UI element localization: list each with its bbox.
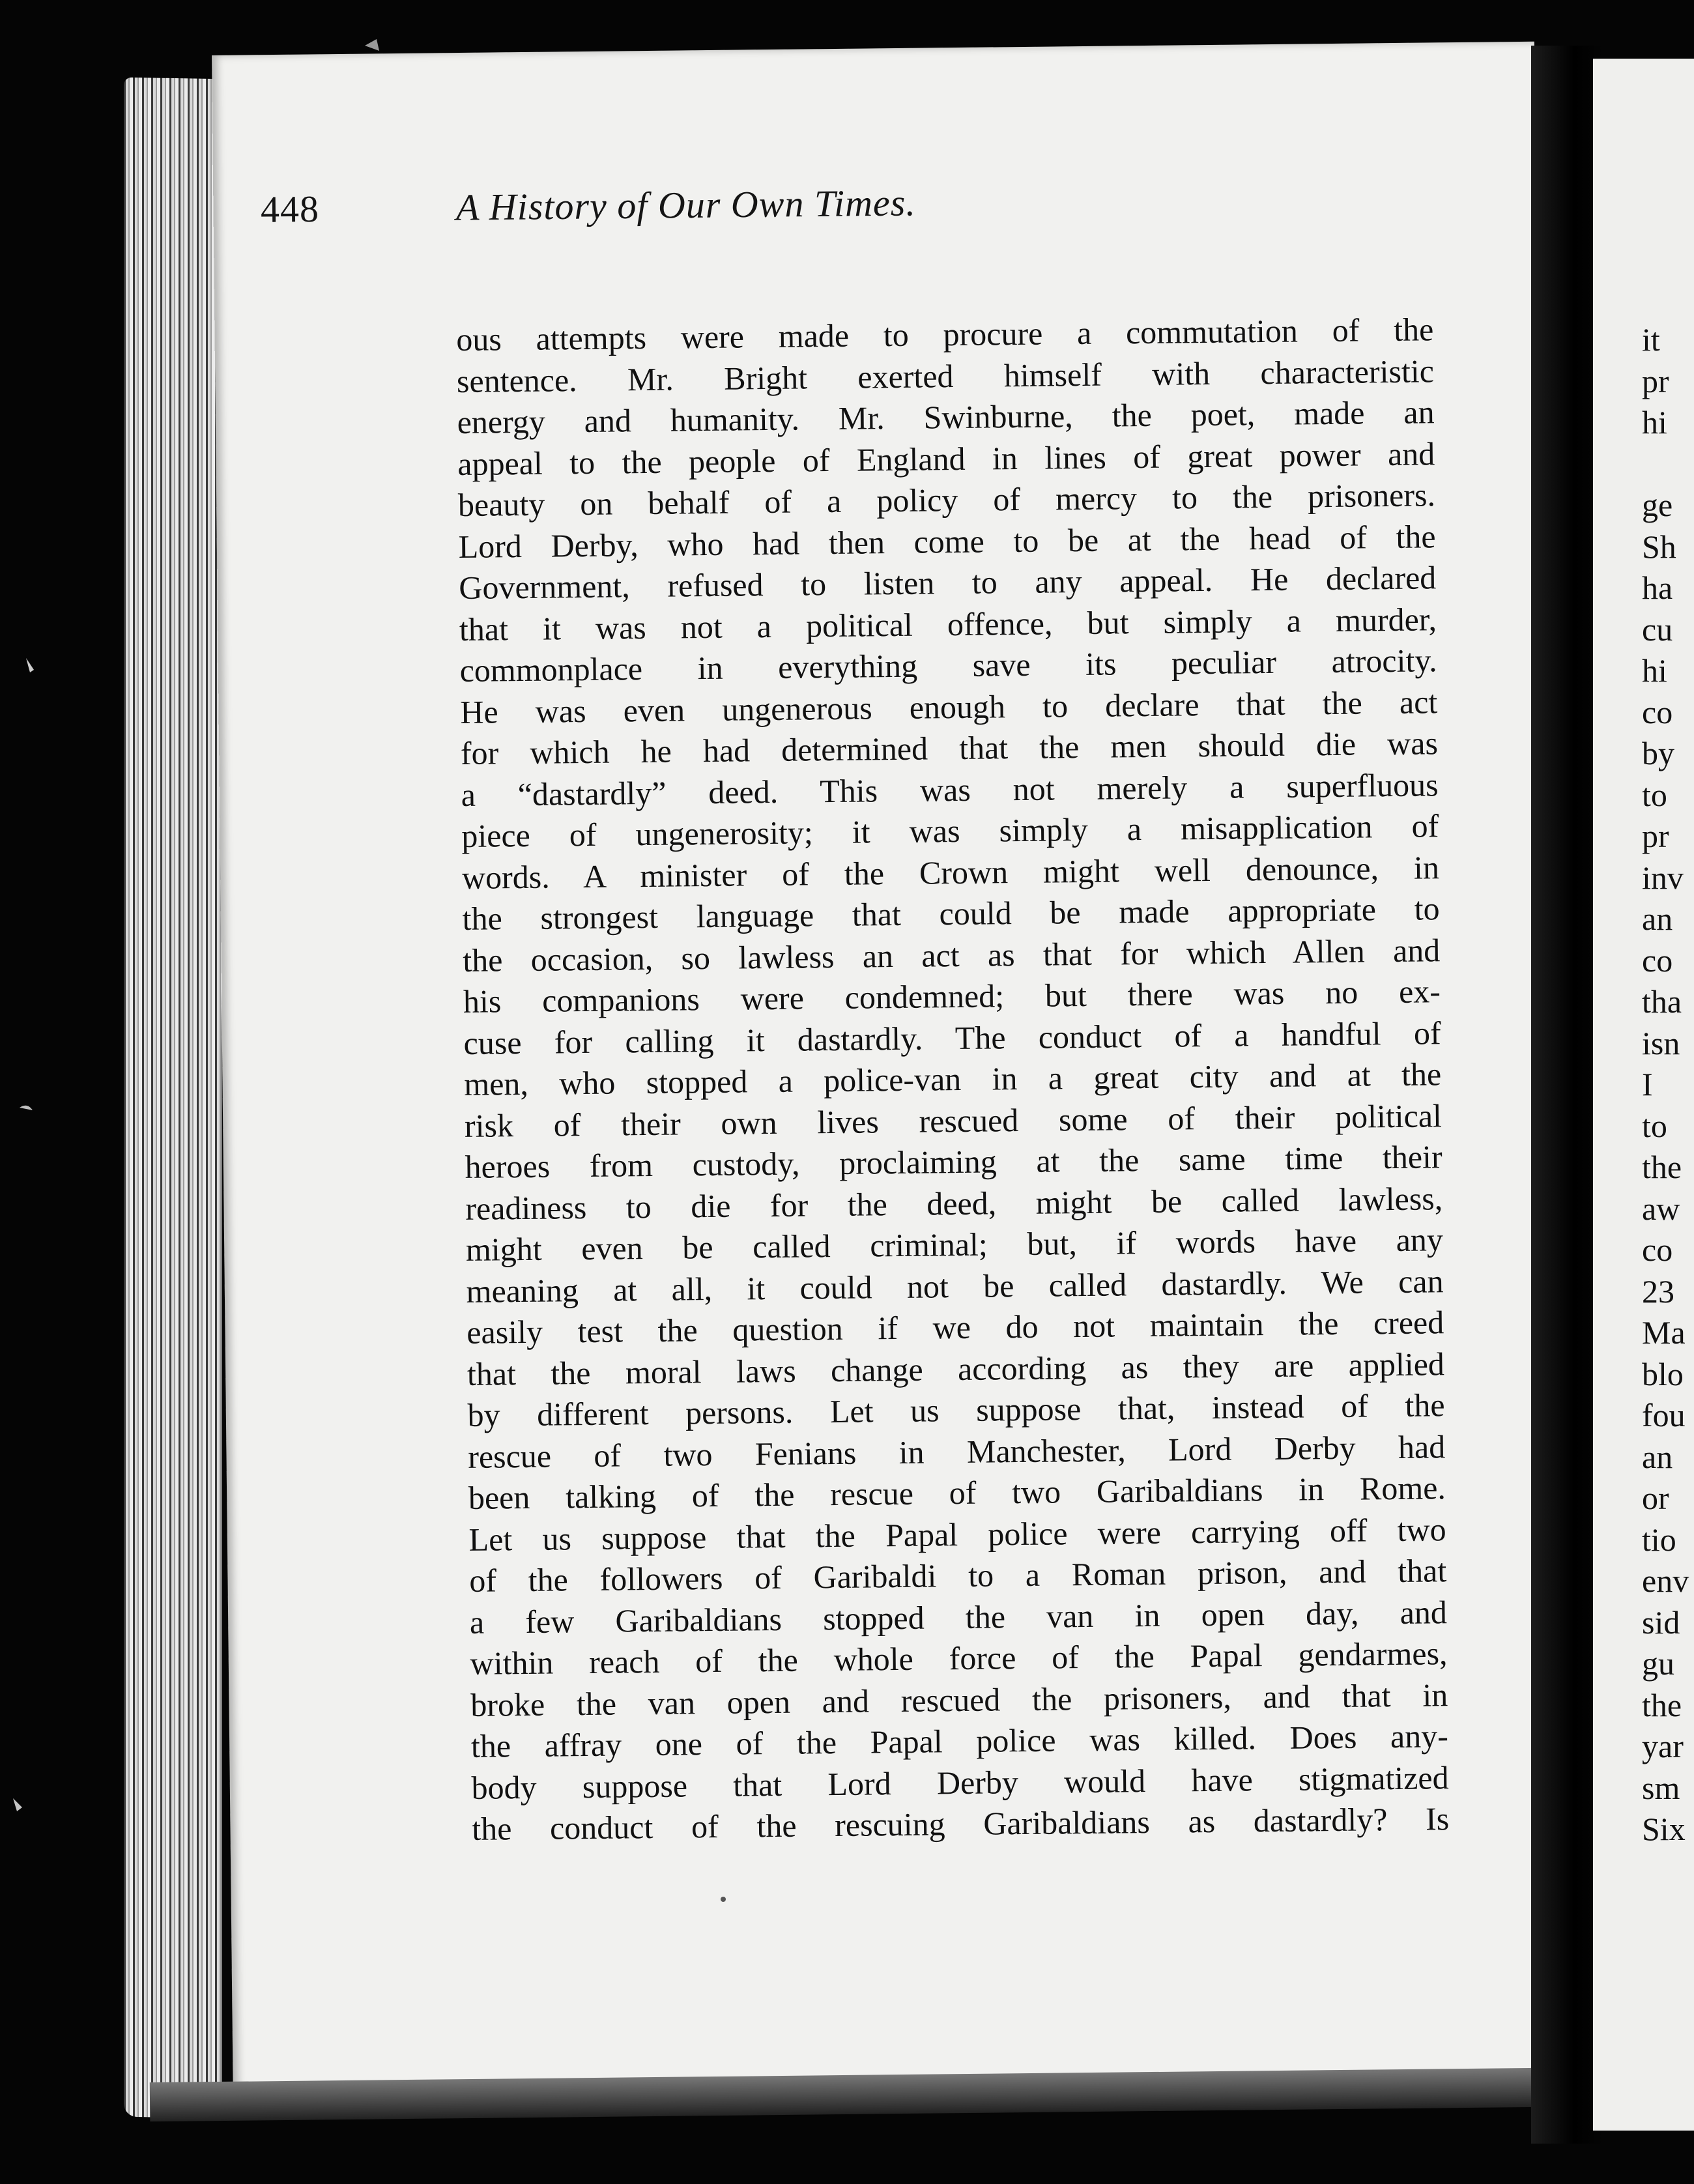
text-line: broke the van open and rescued the prisoners, and that in — [470, 1676, 1448, 1723]
facing-page-fragment: to — [1642, 776, 1667, 813]
running-head — [261, 177, 1239, 246]
text-line: for which he had determined that the men should die was — [460, 725, 1439, 771]
facing-page-fragment: or — [1642, 1480, 1669, 1516]
text-line: readiness to die for the deed, might be called lawless, — [465, 1179, 1443, 1227]
facing-page-fragment: isn — [1642, 1024, 1680, 1061]
text-line: that it was not a political offence, but simply a murder, — [459, 600, 1437, 648]
facing-page-fragment: blo — [1642, 1355, 1684, 1392]
text-line: body suppose that Lord Derby would have stigmatized — [471, 1759, 1449, 1806]
book-gutter — [1531, 46, 1603, 2144]
text-line: piece of ungenerosity; it was simply a misapplication of — [461, 807, 1439, 854]
facing-page-fragment: sid — [1642, 1603, 1680, 1641]
facing-page-fragment: aw — [1642, 1190, 1680, 1227]
facing-page-fragment: by — [1642, 735, 1674, 771]
speck-mark — [20, 1106, 33, 1110]
facing-page-fragment: the — [1642, 1686, 1682, 1723]
text-line: might even be called criminal; but, if words have any — [465, 1221, 1444, 1268]
facing-page-fragment: co — [1642, 941, 1673, 979]
text-line: meaning at all, it could not be called dastardly. We can — [466, 1262, 1444, 1310]
facing-page-fragment: co — [1642, 693, 1673, 730]
facing-page-fragment: Sh — [1642, 528, 1676, 565]
text-line: Let us suppose that the Papal police were carrying off two — [468, 1510, 1446, 1558]
body-text — [456, 309, 1450, 1850]
facing-page-fragment: the — [1642, 1149, 1682, 1185]
speck-mark — [365, 39, 379, 51]
text-line: men, who stopped a police-van in a great city and at the — [464, 1056, 1442, 1102]
text-line: his companions were condemned; but there was no ex- — [463, 973, 1441, 1020]
facing-page-fragment: ge — [1642, 487, 1673, 523]
facing-page-fragment: Ma — [1642, 1314, 1686, 1351]
text-line: sentence. Mr. Bright exerted himself with characteristic — [456, 352, 1435, 399]
text-line: by different persons. Let us suppose that, instead of the — [467, 1387, 1445, 1433]
facing-page-fragment — [1642, 444, 1694, 485]
facing-page-text — [1642, 319, 1694, 1850]
facing-page-fragment: fou — [1642, 1397, 1686, 1433]
text-line: ous attempts were made to procure a commutation of the — [456, 311, 1434, 358]
facing-page-fragment: it — [1642, 321, 1660, 358]
text-line: been talking of the rescue of two Garibaldians in Rome. — [468, 1469, 1446, 1516]
facing-page-fragment: Six — [1642, 1811, 1686, 1847]
text-line: Lord Derby, who had then come to be at the head of the — [458, 517, 1436, 565]
facing-page-fragment: pr — [1642, 362, 1669, 399]
facing-page-fragment: env — [1642, 1562, 1689, 1599]
facing-page-fragment: I — [1642, 1066, 1653, 1102]
text-line: rescue of two Fenians in Manchester, Lord Derby had — [467, 1428, 1446, 1475]
facing-page-fragment: tha — [1642, 983, 1682, 1020]
facing-page-fragment: tio — [1642, 1521, 1676, 1558]
text-line: cuse for calling it dastardly. The conduct of a handful of — [463, 1014, 1441, 1061]
text-line: commonplace in everything save its peculiar atrocity. — [459, 642, 1437, 689]
facing-page-fragment: cu — [1642, 611, 1673, 648]
facing-page-fragment: an — [1642, 900, 1673, 937]
text-line: the strongest language that could be made appropriate to — [462, 890, 1440, 937]
facing-page-fragment: 23 — [1642, 1272, 1674, 1310]
text-line: heroes from custody, proclaiming at the same time their — [465, 1138, 1443, 1185]
text-line: a “dastardly” deed. This was not merely a superfluous — [461, 766, 1439, 813]
text-line: appeal to the people of England in lines of great power and — [457, 435, 1435, 482]
text-line: the occasion, so lawless an act as that for which Allen and — [463, 931, 1441, 979]
running-title: A History of Our Own Times. — [455, 181, 917, 229]
text-line: Government, refused to listen to any appeal. He declared — [459, 559, 1437, 606]
page-edges — [124, 78, 222, 2119]
facing-page-fragment: co — [1642, 1231, 1673, 1268]
text-line: He was even ungenerous enough to declare that the act — [460, 683, 1438, 730]
text-line: the conduct of the rescuing Garibaldians as dastardly? Is — [471, 1800, 1450, 1847]
facing-page-fragment: sm — [1642, 1769, 1680, 1806]
text-line: easily test the question if we do not maintain the creed — [466, 1304, 1444, 1351]
text-line: words. A minister of the Crown might well denounce, in — [461, 848, 1440, 896]
page-number: 448 — [260, 187, 320, 231]
facing-page-fragment: pr — [1642, 818, 1669, 854]
facing-page-fragment: inv — [1642, 859, 1684, 896]
facing-page-fragment: hi — [1642, 652, 1667, 689]
text-line: that the moral laws change according as they are applied — [467, 1345, 1445, 1392]
facing-page-fragment: to — [1642, 1107, 1667, 1144]
speck-mark — [13, 1798, 22, 1811]
facing-page-fragment: an — [1642, 1438, 1673, 1475]
facing-page-fragment: gu — [1642, 1645, 1674, 1682]
text-line: of the followers of Garibaldi to a Roman prison, and that — [468, 1552, 1447, 1599]
text-line: the affray one of the Papal police was killed. Does any- — [470, 1717, 1449, 1764]
text-line: a few Garibaldians stopped the van in open day, and — [469, 1593, 1448, 1641]
text-line: energy and humanity. Mr. Swinburne, the poet, made an — [457, 394, 1435, 440]
text-line: beauty on behalf of a policy of mercy to the prisoners. — [457, 476, 1436, 523]
facing-page-fragment: yar — [1642, 1728, 1684, 1764]
speck-mark — [26, 658, 34, 672]
text-line: within reach of the whole force of the Papal gendarmes, — [470, 1635, 1448, 1682]
facing-page-fragment: ha — [1642, 569, 1673, 606]
facing-page-fragment: hi — [1642, 404, 1667, 440]
text-line: risk of their own lives rescued some of their political — [464, 1097, 1443, 1144]
